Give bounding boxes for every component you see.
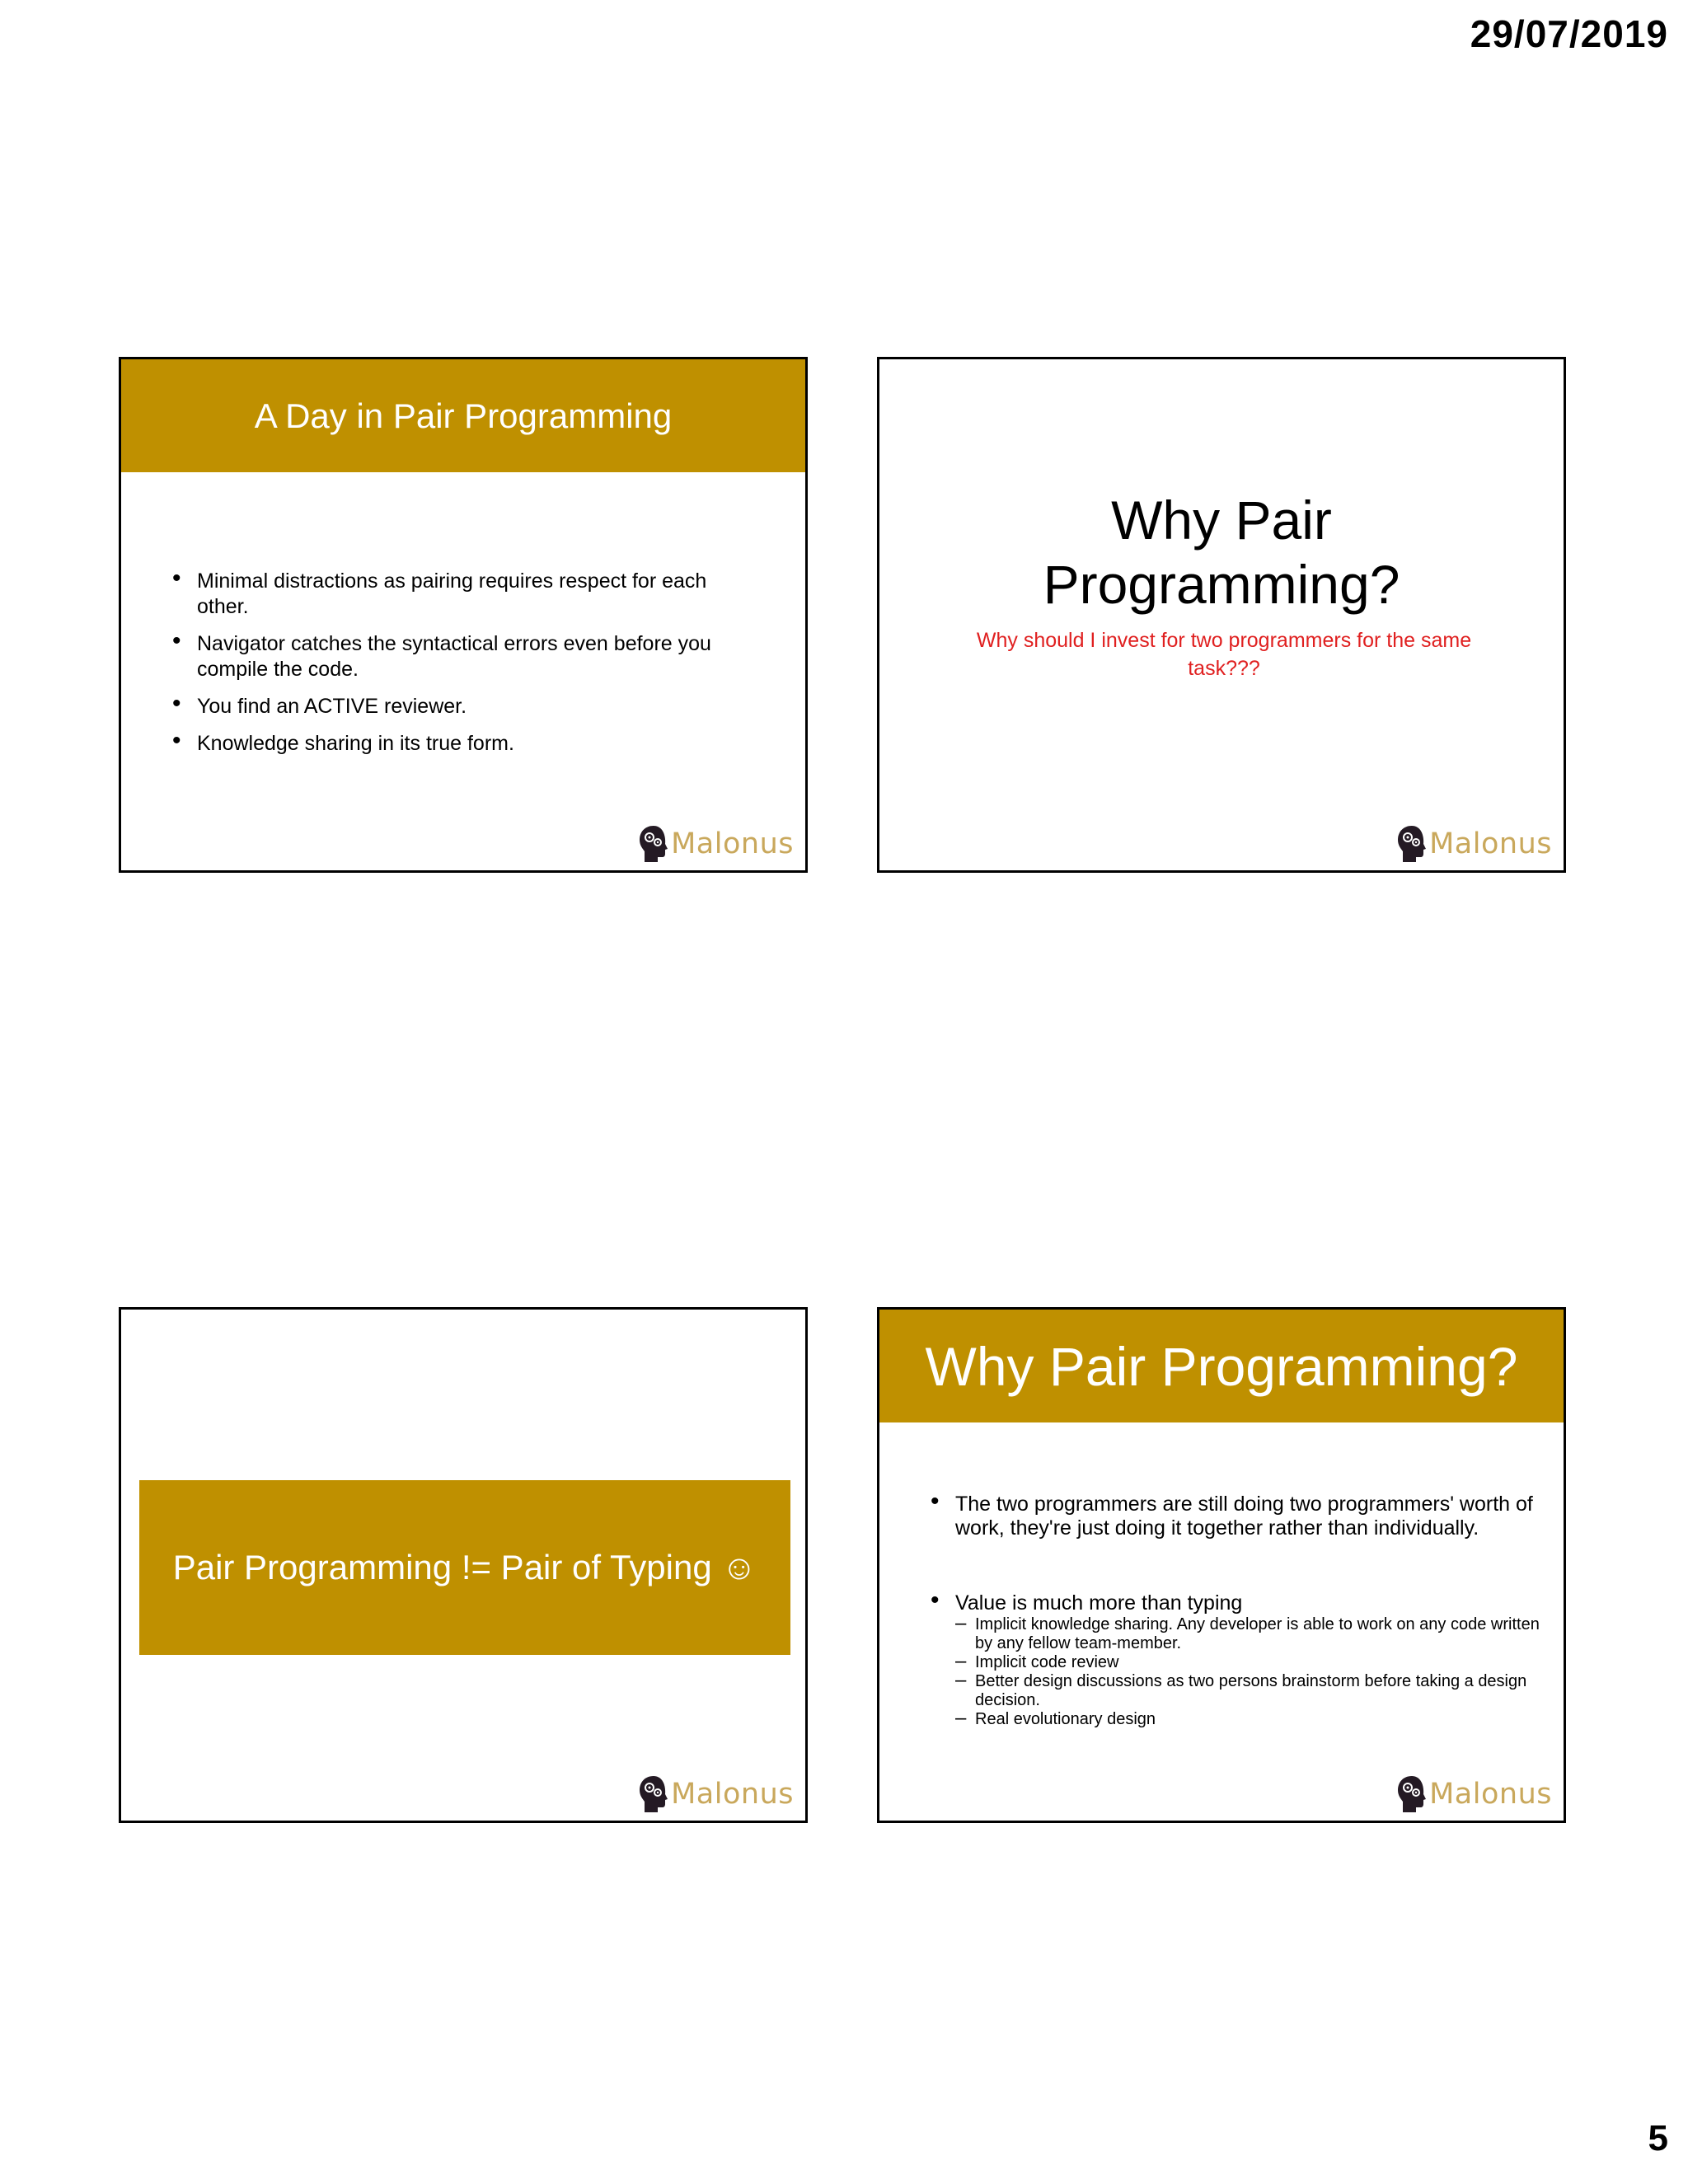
bullet-item: • You find an ACTIVE reviewer.: [172, 694, 749, 719]
slide-pair-of-typing: [119, 1307, 808, 1823]
slide-why-pair-programming-details: [877, 1307, 1566, 1823]
bullet-item: [931, 1493, 1540, 1540]
sub-bullet-list: [955, 1615, 1540, 1729]
head-gears-icon: [638, 1774, 669, 1814]
slide-title: [879, 488, 1564, 616]
slide-a-day-in-pair-programming: [119, 357, 808, 873]
slide-subtitle: Why should I invest for two programmers for the same task???: [976, 629, 1472, 680]
slide-title-line2: Programming?: [1043, 554, 1400, 615]
logo-text: Malonus: [671, 827, 794, 860]
bullet-item: [931, 1591, 1540, 1729]
malonus-logo: [638, 1774, 794, 1814]
malonus-logo: [1396, 1774, 1552, 1814]
head-gears-icon: [638, 824, 669, 864]
logo-text: Malonus: [1429, 1778, 1552, 1811]
sub-bullet-item: – Implicit code review: [955, 1653, 1540, 1672]
malonus-logo: [638, 824, 794, 864]
slide-title: Why Pair Programming?: [879, 1310, 1564, 1422]
slide-why-pair-programming-title: [877, 357, 1566, 873]
bullet-list: [931, 1493, 1540, 1729]
sub-bullet-item: – Implicit knowledge sharing. Any developer is able to work on any code written by any fellow team-member.: [955, 1615, 1540, 1653]
page-number: 5: [1648, 2118, 1668, 2158]
slide-title-line1: Why Pair: [1111, 490, 1332, 551]
logo-text: Malonus: [671, 1778, 794, 1811]
bullet-item: • Knowledge sharing in its true form.: [172, 731, 749, 757]
bullet-list: [172, 569, 749, 768]
bullet-text: The two programmers are still doing two programmers' worth of work, they're just doing it together rather than individually.: [955, 1493, 1533, 1540]
bullet-text: Value is much more than typing: [955, 1591, 1243, 1615]
logo-text: Malonus: [1429, 827, 1552, 860]
highlight-box: Pair Programming != Pair of Typing ☺: [139, 1480, 790, 1655]
head-gears-icon: [1396, 824, 1428, 864]
page-date: 29/07/2019: [1470, 12, 1668, 55]
sub-bullet-item: – Real evolutionary design: [955, 1710, 1540, 1729]
bullet-item: • Minimal distractions as pairing requires respect for each other.: [172, 569, 749, 620]
slide-title: A Day in Pair Programming: [121, 359, 805, 472]
sub-bullet-item: – Better design discussions as two persons brainstorm before taking a design decision.: [955, 1672, 1540, 1710]
head-gears-icon: [1396, 1774, 1428, 1814]
malonus-logo: [1396, 824, 1552, 864]
bullet-item: • Navigator catches the syntactical errors even before you compile the code.: [172, 631, 749, 682]
